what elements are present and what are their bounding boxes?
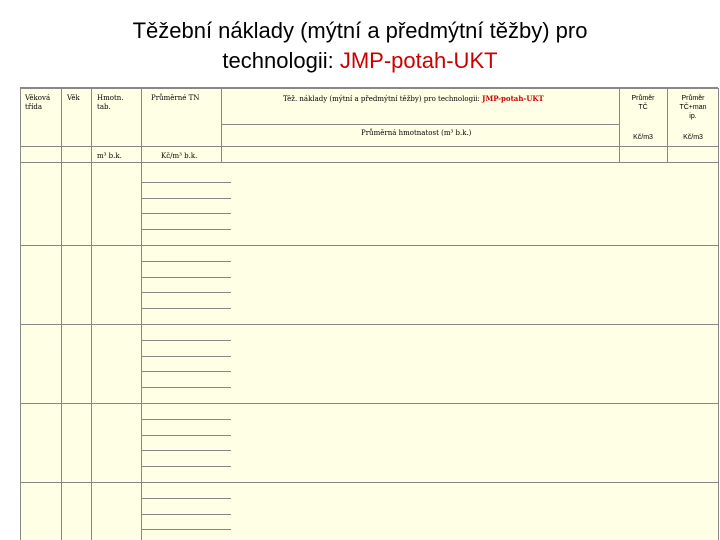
header-prumerne-tn: Průměrné TN: [151, 94, 200, 102]
grid-line-h: [141, 277, 231, 278]
grid-line-h: [141, 229, 231, 230]
header-prumer-tc: Průměr TČ: [631, 95, 655, 111]
header-unit-tc: Kč/m3: [633, 134, 653, 141]
grid-line-h: [21, 482, 719, 483]
slide-title: [0, 16, 720, 76]
grid-line-h: [141, 466, 231, 467]
technology-name: JMP-potah-UKT: [339, 48, 498, 73]
grid-line-h: [141, 213, 231, 214]
title-line-2: technologii: JMP-potah-UKT: [222, 48, 498, 73]
header-main-title: Těž. náklady (mýtní a předmýtní těžby) pro technologii: JMP-potah-UKT: [283, 94, 544, 103]
grid-line-h: [21, 403, 719, 404]
grid-line-h: [141, 529, 231, 530]
grid-line-h: [141, 450, 231, 451]
header-unit-kc-m3: Kč/m³ b.k.: [161, 152, 198, 160]
grid-line-h: [141, 371, 231, 372]
grid-line-h: [141, 261, 231, 262]
grid-line-h: [21, 88, 719, 89]
grid-line-v: [221, 88, 222, 162]
title-line-1: Těžební náklady (mýtní a předmýtní těžby) pro: [132, 18, 588, 43]
header-technology: JMP-potah-UKT: [482, 94, 544, 103]
grid-line-v: [718, 88, 719, 540]
grid-line-h: [21, 162, 719, 163]
grid-line-h: [141, 387, 231, 388]
header-unit-m3: m³ b.k.: [97, 152, 122, 160]
header-vekova-trida: Věková třída: [25, 94, 51, 111]
cost-table: [20, 87, 718, 540]
grid-line-h: [141, 498, 231, 499]
header-vek: Věk: [67, 94, 80, 102]
grid-line-h: [141, 419, 231, 420]
grid-line-h: [141, 198, 231, 199]
grid-line-h: [21, 245, 719, 246]
grid-line-h: [221, 124, 619, 125]
header-hmotn-tab: Hmotn. tab.: [97, 94, 124, 111]
grid-line-v: [667, 88, 668, 162]
grid-line-h: [141, 435, 231, 436]
grid-line-h: [21, 146, 719, 147]
grid-line-v: [619, 88, 620, 162]
grid-line-h: [21, 324, 719, 325]
header-prumerna-hmotnatost: Průměrná hmotnatost (m³ b.k.): [361, 129, 472, 137]
grid-line-h: [141, 292, 231, 293]
grid-line-h: [141, 356, 231, 357]
header-prumer-tc-manip: Průměr TČ+man ip.: [679, 95, 707, 120]
grid-line-v: [61, 88, 62, 540]
grid-line-h: [141, 340, 231, 341]
grid-line-h: [141, 308, 231, 309]
grid-line-v: [91, 88, 92, 540]
grid-line-h: [141, 182, 231, 183]
grid-line-h: [141, 514, 231, 515]
header-unit-tc-manip: Kč/m3: [683, 134, 703, 141]
grid-line-v: [141, 88, 142, 540]
